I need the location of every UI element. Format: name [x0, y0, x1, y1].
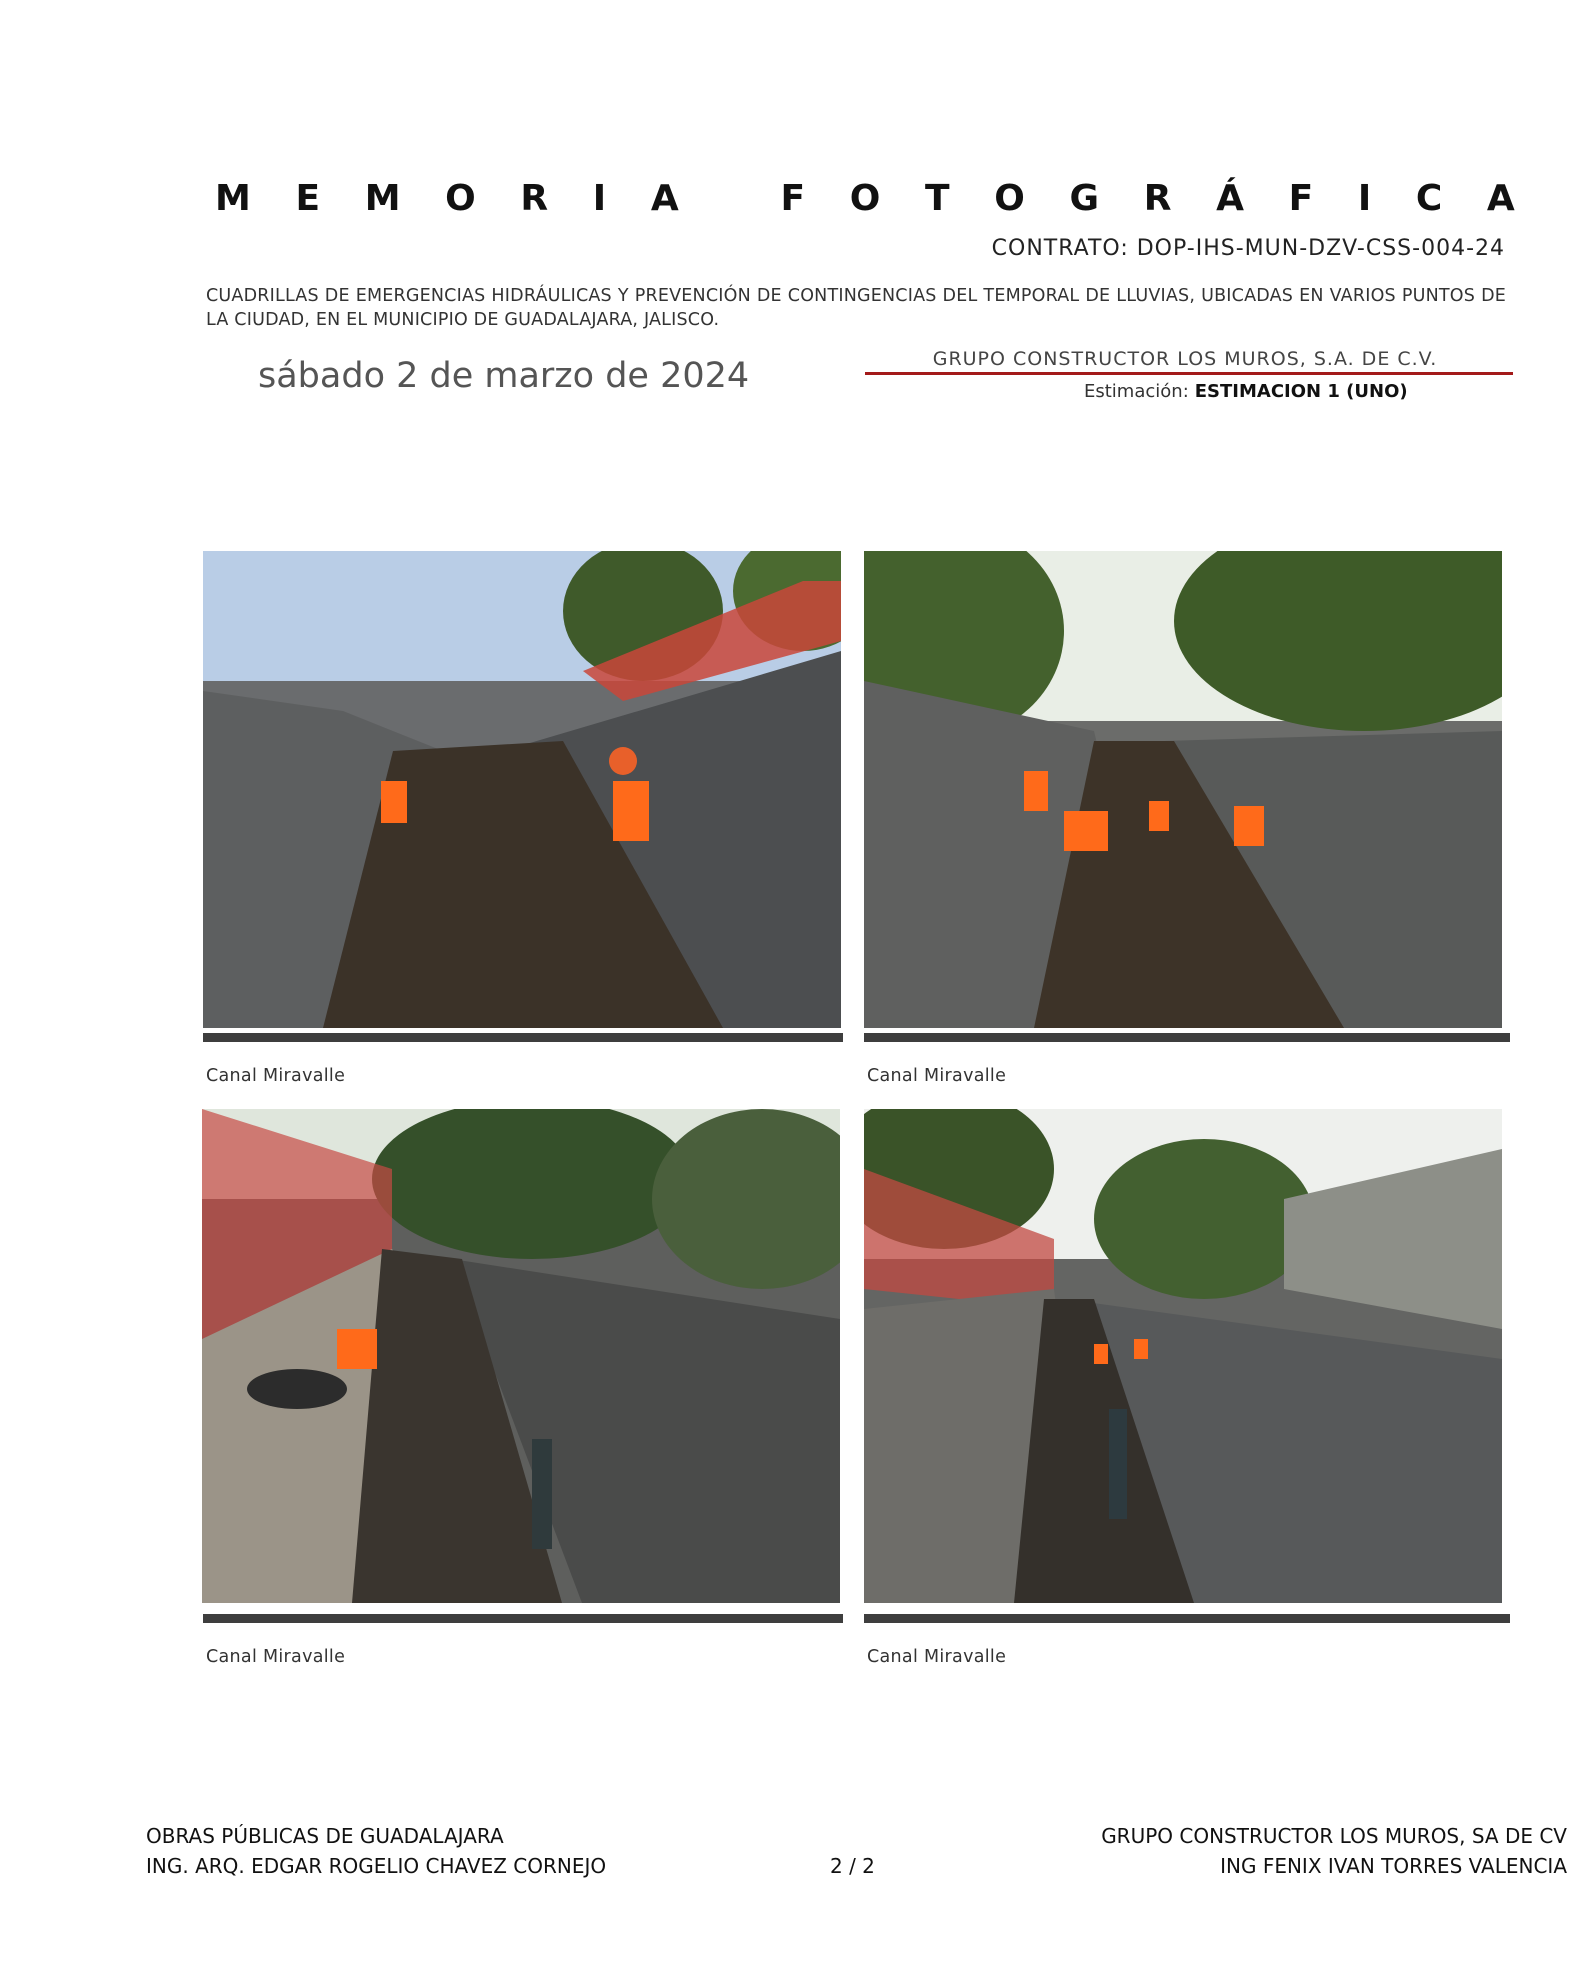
photo-3 [202, 1109, 840, 1603]
photo-2 [864, 551, 1502, 1028]
footer-right-line2: ING FENIX IVAN TORRES VALENCIA [1220, 1854, 1567, 1878]
estimation-value: ESTIMACION 1 (UNO) [1194, 381, 1408, 402]
report-date: sábado 2 de marzo de 2024 [258, 356, 750, 396]
footer-left [146, 1821, 606, 1881]
header-divider [865, 372, 1513, 375]
photo-4-caption: Canal Miravalle [867, 1647, 1007, 1667]
footer-right [1101, 1821, 1567, 1881]
photo-3-bar [203, 1614, 843, 1623]
estimation-label: Estimación: [1084, 381, 1189, 402]
photo-4-bar [864, 1614, 1510, 1623]
footer-right-line1: GRUPO CONSTRUCTOR LOS MUROS, SA DE CV [1101, 1824, 1567, 1848]
contract-number: CONTRATO: DOP-IHS-MUN-DZV-CSS-004-24 [991, 236, 1505, 261]
photo-2-bar [864, 1033, 1510, 1042]
page-number: 2 / 2 [830, 1854, 875, 1878]
photo-1-caption: Canal Miravalle [206, 1066, 346, 1086]
photo-1-bar [203, 1033, 843, 1042]
photo-2-caption: Canal Miravalle [867, 1066, 1007, 1086]
company-name: GRUPO CONSTRUCTOR LOS MUROS, S.A. DE C.V. [932, 348, 1438, 370]
estimation [1084, 381, 1408, 402]
footer-left-line2: ING. ARQ. EDGAR ROGELIO CHAVEZ CORNEJO [146, 1854, 607, 1878]
footer-left-line1: OBRAS PÚBLICAS DE GUADALAJARA [146, 1824, 504, 1848]
work-description: CUADRILLAS DE EMERGENCIAS HIDRÁULICAS Y PREVENCIÓN DE CONTINGENCIAS DEL TEMPORAL DE LLUVIAS, UBICADAS EN VARIOS PUNTOS DE LA CIUDAD, EN EL MUNICIPIO DE GUADALAJARA, JALISCO. [206, 286, 1506, 330]
photo-1 [203, 551, 841, 1028]
photo-3-caption: Canal Miravalle [206, 1647, 346, 1667]
photo-4 [864, 1109, 1502, 1603]
page-title: M E M O R I A F O T O G R Á F I C A [215, 178, 1515, 219]
